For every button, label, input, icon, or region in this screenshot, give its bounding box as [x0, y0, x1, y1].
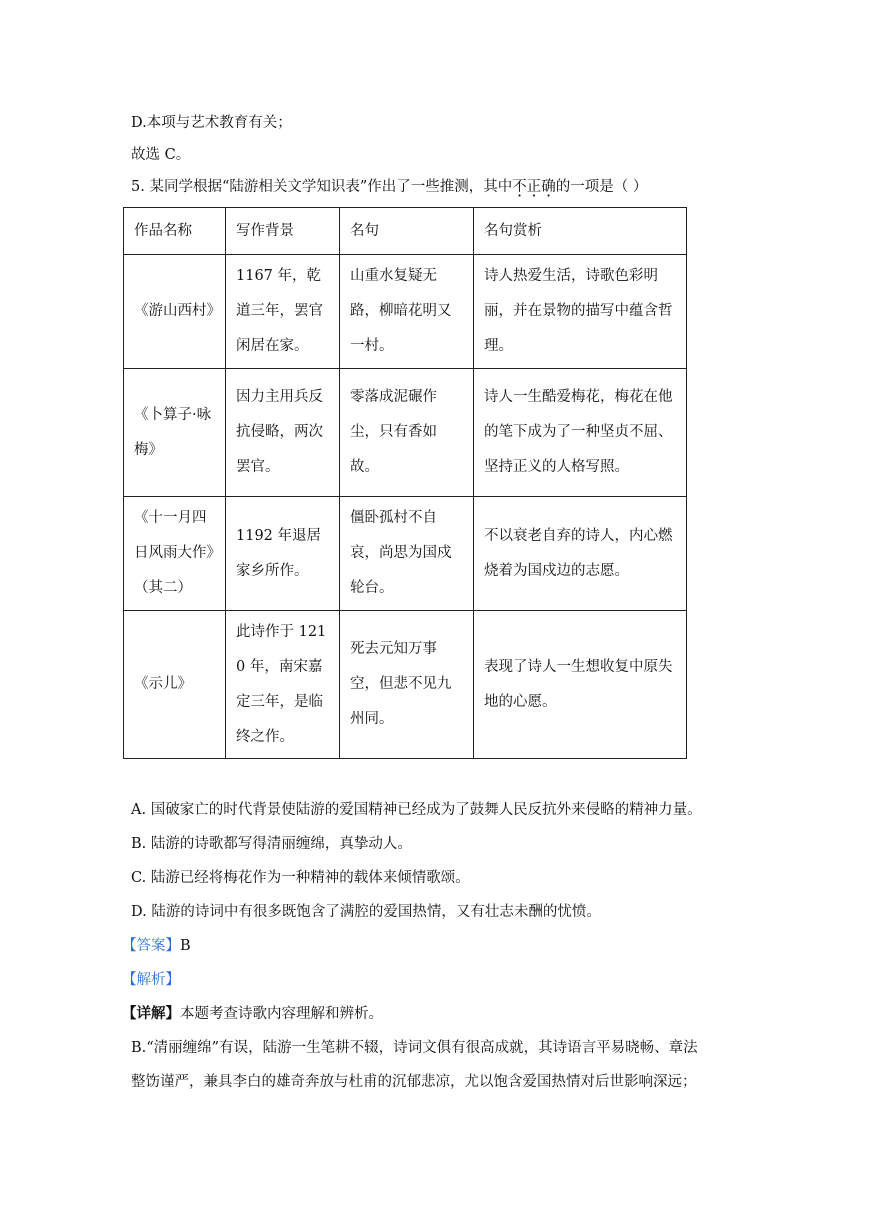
table-cell: 死去元知万事空，但悲不见九州同。 — [340, 611, 474, 759]
option-b: B. 陆游的诗歌都写得清丽缠绵，真挚动人。 — [131, 836, 412, 852]
explain-line-1: B.“清丽缠绵”有误，陆游一生笔耕不辍，诗词文俱有很高成就，其诗语言平易晓畅、章法 — [131, 1040, 698, 1056]
answer-value: B — [180, 938, 191, 954]
table-row — [124, 497, 687, 611]
table-cell: 《十一月四日风雨大作》（其二） — [124, 497, 226, 611]
table-header-cell: 名句 — [340, 208, 474, 255]
analysis-line — [122, 969, 180, 991]
table-cell: 《示儿》 — [124, 611, 226, 759]
explain-line-2: 整饬谨严，兼具李白的雄奇奔放与杜甫的沉郁悲凉，尤以饱含爱国热情对后世影响深远； — [131, 1074, 697, 1090]
emphasis-char-3: 确 — [541, 179, 556, 195]
prev-option-d: D.本项与艺术教育有关； — [131, 115, 292, 131]
option-a: A. 国破家亡的时代背景使陆游的爱国精神已经成为了鼓舞人民反抗外来侵略的精神力量。 — [131, 802, 702, 818]
table-header-cell: 名句赏析 — [474, 208, 687, 255]
emphasis-char-2: 正 — [526, 179, 542, 195]
detail-line — [122, 1003, 383, 1025]
question-prefix: 5. 某同学根据“陆游相关文学知识表”作出了一些推测，其中 — [131, 179, 513, 195]
table-cell: 《卜算子·咏梅》 — [124, 369, 226, 497]
analysis-tag: 【解析】 — [122, 972, 180, 988]
table-row — [124, 369, 687, 497]
table-cell: 此诗作于 1210 年，南宋嘉定三年，是临终之作。 — [226, 611, 340, 759]
table-header-cell: 写作背景 — [226, 208, 340, 255]
table-cell: 因力主用兵反抗侵略，两次罢官。 — [226, 369, 340, 497]
table-cell: 山重水复疑无路，柳暗花明又一村。 — [340, 255, 474, 369]
detail-text: 本题考查诗歌内容理解和辨析。 — [180, 1006, 383, 1022]
table-cell: 1167 年，乾道三年，罢官闲居在家。 — [226, 255, 340, 369]
table-row — [124, 255, 687, 369]
detail-tag: 【详解】 — [122, 1005, 180, 1022]
table-cell: 不以衰老自弃的诗人，内心燃烧着为国戍边的志愿。 — [474, 497, 687, 611]
option-c: C. 陆游已经将梅花作为一种精神的载体来倾情歌颂。 — [131, 870, 470, 886]
table-cell: 诗人热爱生活，诗歌色彩明丽，并在景物的描写中蕴含哲理。 — [474, 255, 687, 369]
knowledge-table — [123, 207, 687, 759]
answer-line — [122, 935, 191, 957]
table-cell: 零落成泥碾作尘，只有香如故。 — [340, 369, 474, 497]
table-cell: 1192 年退居家乡所作。 — [226, 497, 340, 611]
table-cell: 僵卧孤村不自哀，尚思为国戍轮台。 — [340, 497, 474, 611]
question-suffix: 的一项是（ ） — [555, 179, 648, 195]
table-header-row — [124, 208, 687, 255]
table-row — [124, 611, 687, 759]
answer-tag: 【答案】 — [122, 938, 180, 954]
option-d: D. 陆游的诗词中有很多既饱含了满腔的爱国热情，又有壮志未酬的忧愤。 — [131, 904, 601, 920]
emphasis-char-1: 不 — [512, 179, 527, 195]
table-cell: 诗人一生酷爱梅花，梅花在他的笔下成为了一种坚贞不屈、坚持正义的人格写照。 — [474, 369, 687, 497]
table-cell: 《游山西村》 — [124, 255, 226, 369]
table-cell: 表现了诗人一生想收复中原失地的心愿。 — [474, 611, 687, 759]
question-stem — [131, 176, 647, 198]
table-header-cell: 作品名称 — [124, 208, 226, 255]
prev-answer-line: 故选 C。 — [131, 147, 191, 163]
